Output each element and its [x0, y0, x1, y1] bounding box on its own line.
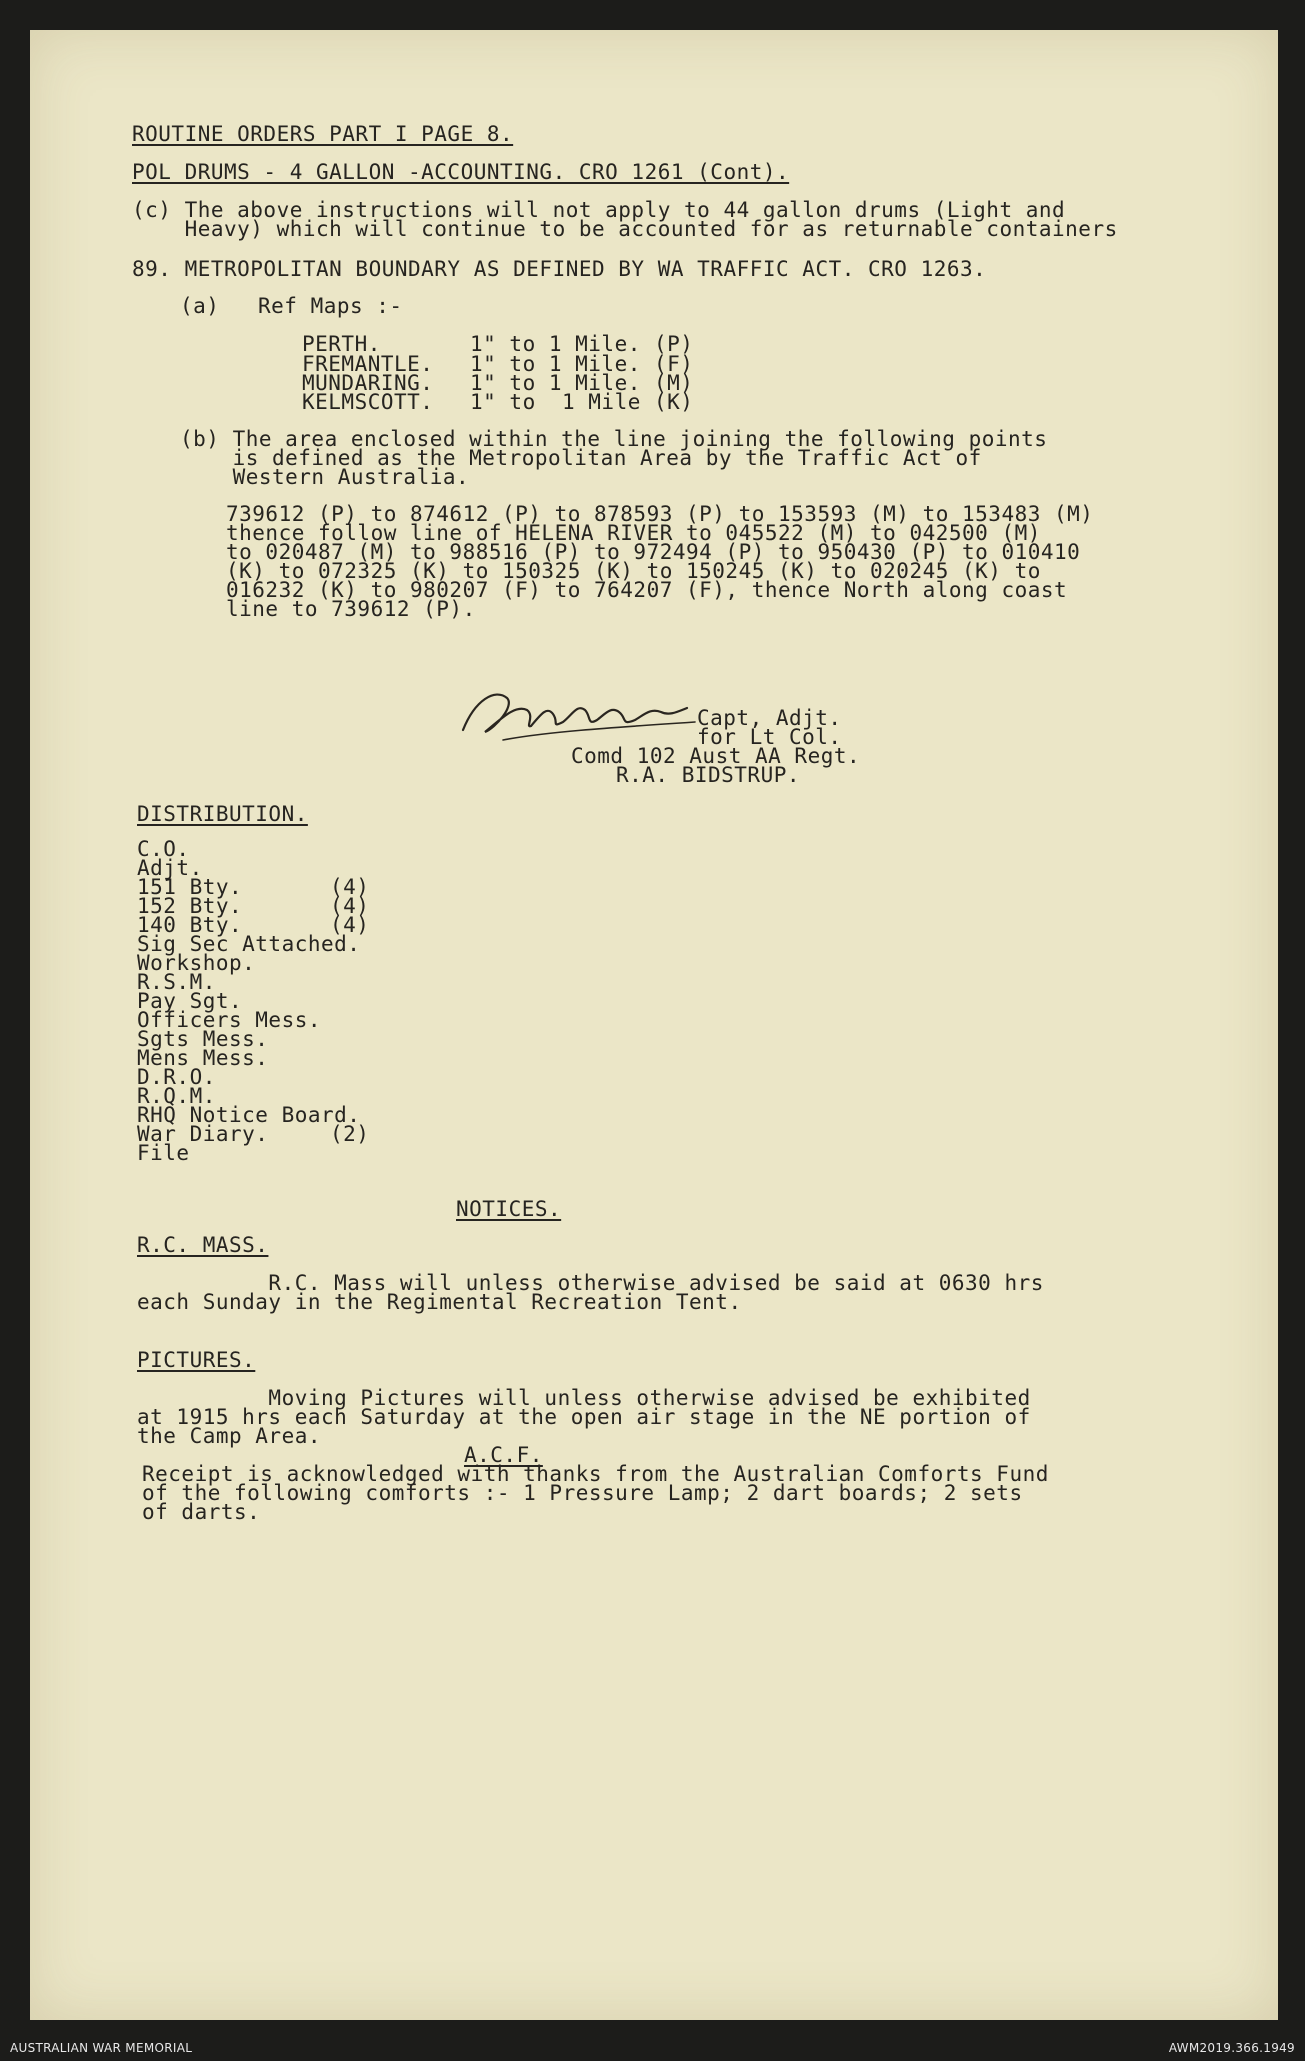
- boundary-line: to 020487 (M) to 988516 (P) to 972494 (P) to 950430 (P) to 010410: [226, 540, 1081, 564]
- list-item: R.Q.M.: [137, 1084, 216, 1108]
- distribution-heading: DISTRIBUTION.: [137, 802, 308, 826]
- document-page: [30, 30, 1278, 2020]
- map-scale: 1" to 1 Mile. (M): [470, 371, 694, 395]
- boundary-line: 739612 (P) to 874612 (P) to 878593 (P) to 153593 (M) to 153483 (M): [226, 502, 1094, 526]
- map-scale: 1" to 1 Mile (K): [470, 390, 694, 414]
- map-name: MUNDARING.: [302, 371, 434, 395]
- pictures-line: Moving Pictures will unless otherwise advised be exhibited: [137, 1386, 1031, 1410]
- ref-maps-label: Ref Maps :-: [258, 294, 403, 318]
- list-item-count: (4): [330, 875, 370, 899]
- pictures-line: the Camp Area.: [137, 1424, 322, 1448]
- signature-command: Comd 102 Aust AA Regt.: [571, 744, 861, 768]
- list-item: War Diary.: [137, 1122, 269, 1146]
- list-item: Mens Mess.: [137, 1046, 269, 1070]
- para-c-line1: (c) The above instructions will not apply to 44 gallon drums (Light and: [132, 198, 1066, 222]
- map-name: PERTH.: [302, 332, 381, 356]
- list-item: C.O.: [137, 837, 190, 861]
- sub-b-line: Western Australia.: [180, 465, 470, 489]
- list-item-count: (2): [330, 1122, 370, 1146]
- map-name: FREMANTLE.: [302, 352, 434, 376]
- list-item: 151 Bty.: [137, 875, 243, 899]
- list-item: 152 Bty.: [137, 894, 243, 918]
- signature-for: for Lt Col.: [697, 725, 842, 749]
- list-item: RHQ Notice Board.: [137, 1103, 361, 1127]
- list-item: Pay Sgt.: [137, 989, 243, 1013]
- signature-image: [455, 670, 725, 755]
- list-item: Sig Sec Attached.: [137, 932, 361, 956]
- sub-a-label: (a): [180, 294, 220, 318]
- footer-archive-name: AUSTRALIAN WAR MEMORIAL: [10, 2041, 193, 2055]
- map-scale: 1" to 1 Mile. (F): [470, 352, 694, 376]
- sub-b-line: is defined as the Metropolitan Area by the Traffic Act of: [180, 446, 982, 470]
- para-c-line2: Heavy) which will continue to be accounted for as returnable containers: [132, 217, 1118, 241]
- list-item: File: [137, 1141, 190, 1165]
- rc-mass-heading: R.C. MASS.: [137, 1233, 269, 1257]
- boundary-line: 016232 (K) to 980207 (F) to 764207 (F), thence North along coast: [226, 578, 1068, 602]
- list-item: Officers Mess.: [137, 1008, 322, 1032]
- acf-line: of darts.: [142, 1500, 261, 1524]
- signature-rank: Capt, Adjt.: [697, 706, 842, 730]
- page-title: ROUTINE ORDERS PART I PAGE 8.: [132, 122, 514, 146]
- list-item: Workshop.: [137, 951, 256, 975]
- list-item: 140 Bty.: [137, 913, 243, 937]
- item-89-heading: 89. METROPOLITAN BOUNDARY AS DEFINED BY WA TRAFFIC ACT. CRO 1263.: [132, 257, 987, 281]
- signature-name: R.A. BIDSTRUP.: [616, 763, 801, 787]
- list-item: D.R.O.: [137, 1065, 216, 1089]
- map-name: KELMSCOTT.: [302, 390, 434, 414]
- list-item: Adjt.: [137, 856, 203, 880]
- sub-b-line: (b) The area enclosed within the line joining the following points: [180, 427, 1048, 451]
- list-item-count: (4): [330, 913, 370, 937]
- acf-line: Receipt is acknowledged with thanks from the Australian Comforts Fund: [142, 1462, 1049, 1486]
- map-scale: 1" to 1 Mile. (P): [470, 332, 694, 356]
- notices-heading: NOTICES.: [456, 1197, 562, 1221]
- boundary-line: thence follow line of HELENA RIVER to 045522 (M) to 042500 (M): [226, 521, 1041, 545]
- boundary-line: line to 739612 (P).: [226, 597, 476, 621]
- acf-heading: A.C.F.: [464, 1443, 543, 1467]
- footer-accession-number: AWM2019.366.1949: [1168, 2041, 1295, 2055]
- list-item-count: (4): [330, 894, 370, 918]
- acf-line: of the following comforts :- 1 Pressure Lamp; 2 dart boards; 2 sets: [142, 1481, 1023, 1505]
- boundary-line: (K) to 072325 (K) to 150325 (K) to 150245 (K) to 020245 (K) to: [226, 559, 1041, 583]
- list-item: Sgts Mess.: [137, 1027, 269, 1051]
- rc-mass-line: R.C. Mass will unless otherwise advised be said at 0630 hrs: [137, 1271, 1044, 1295]
- rc-mass-line: each Sunday in the Regimental Recreation Tent.: [137, 1290, 742, 1314]
- section-heading-pol-drums: POL DRUMS - 4 GALLON -ACCOUNTING. CRO 1261 (Cont).: [132, 160, 790, 184]
- pictures-heading: PICTURES.: [137, 1348, 256, 1372]
- pictures-line: at 1915 hrs each Saturday at the open air stage in the NE portion of: [137, 1405, 1031, 1429]
- list-item: R.S.M.: [137, 970, 216, 994]
